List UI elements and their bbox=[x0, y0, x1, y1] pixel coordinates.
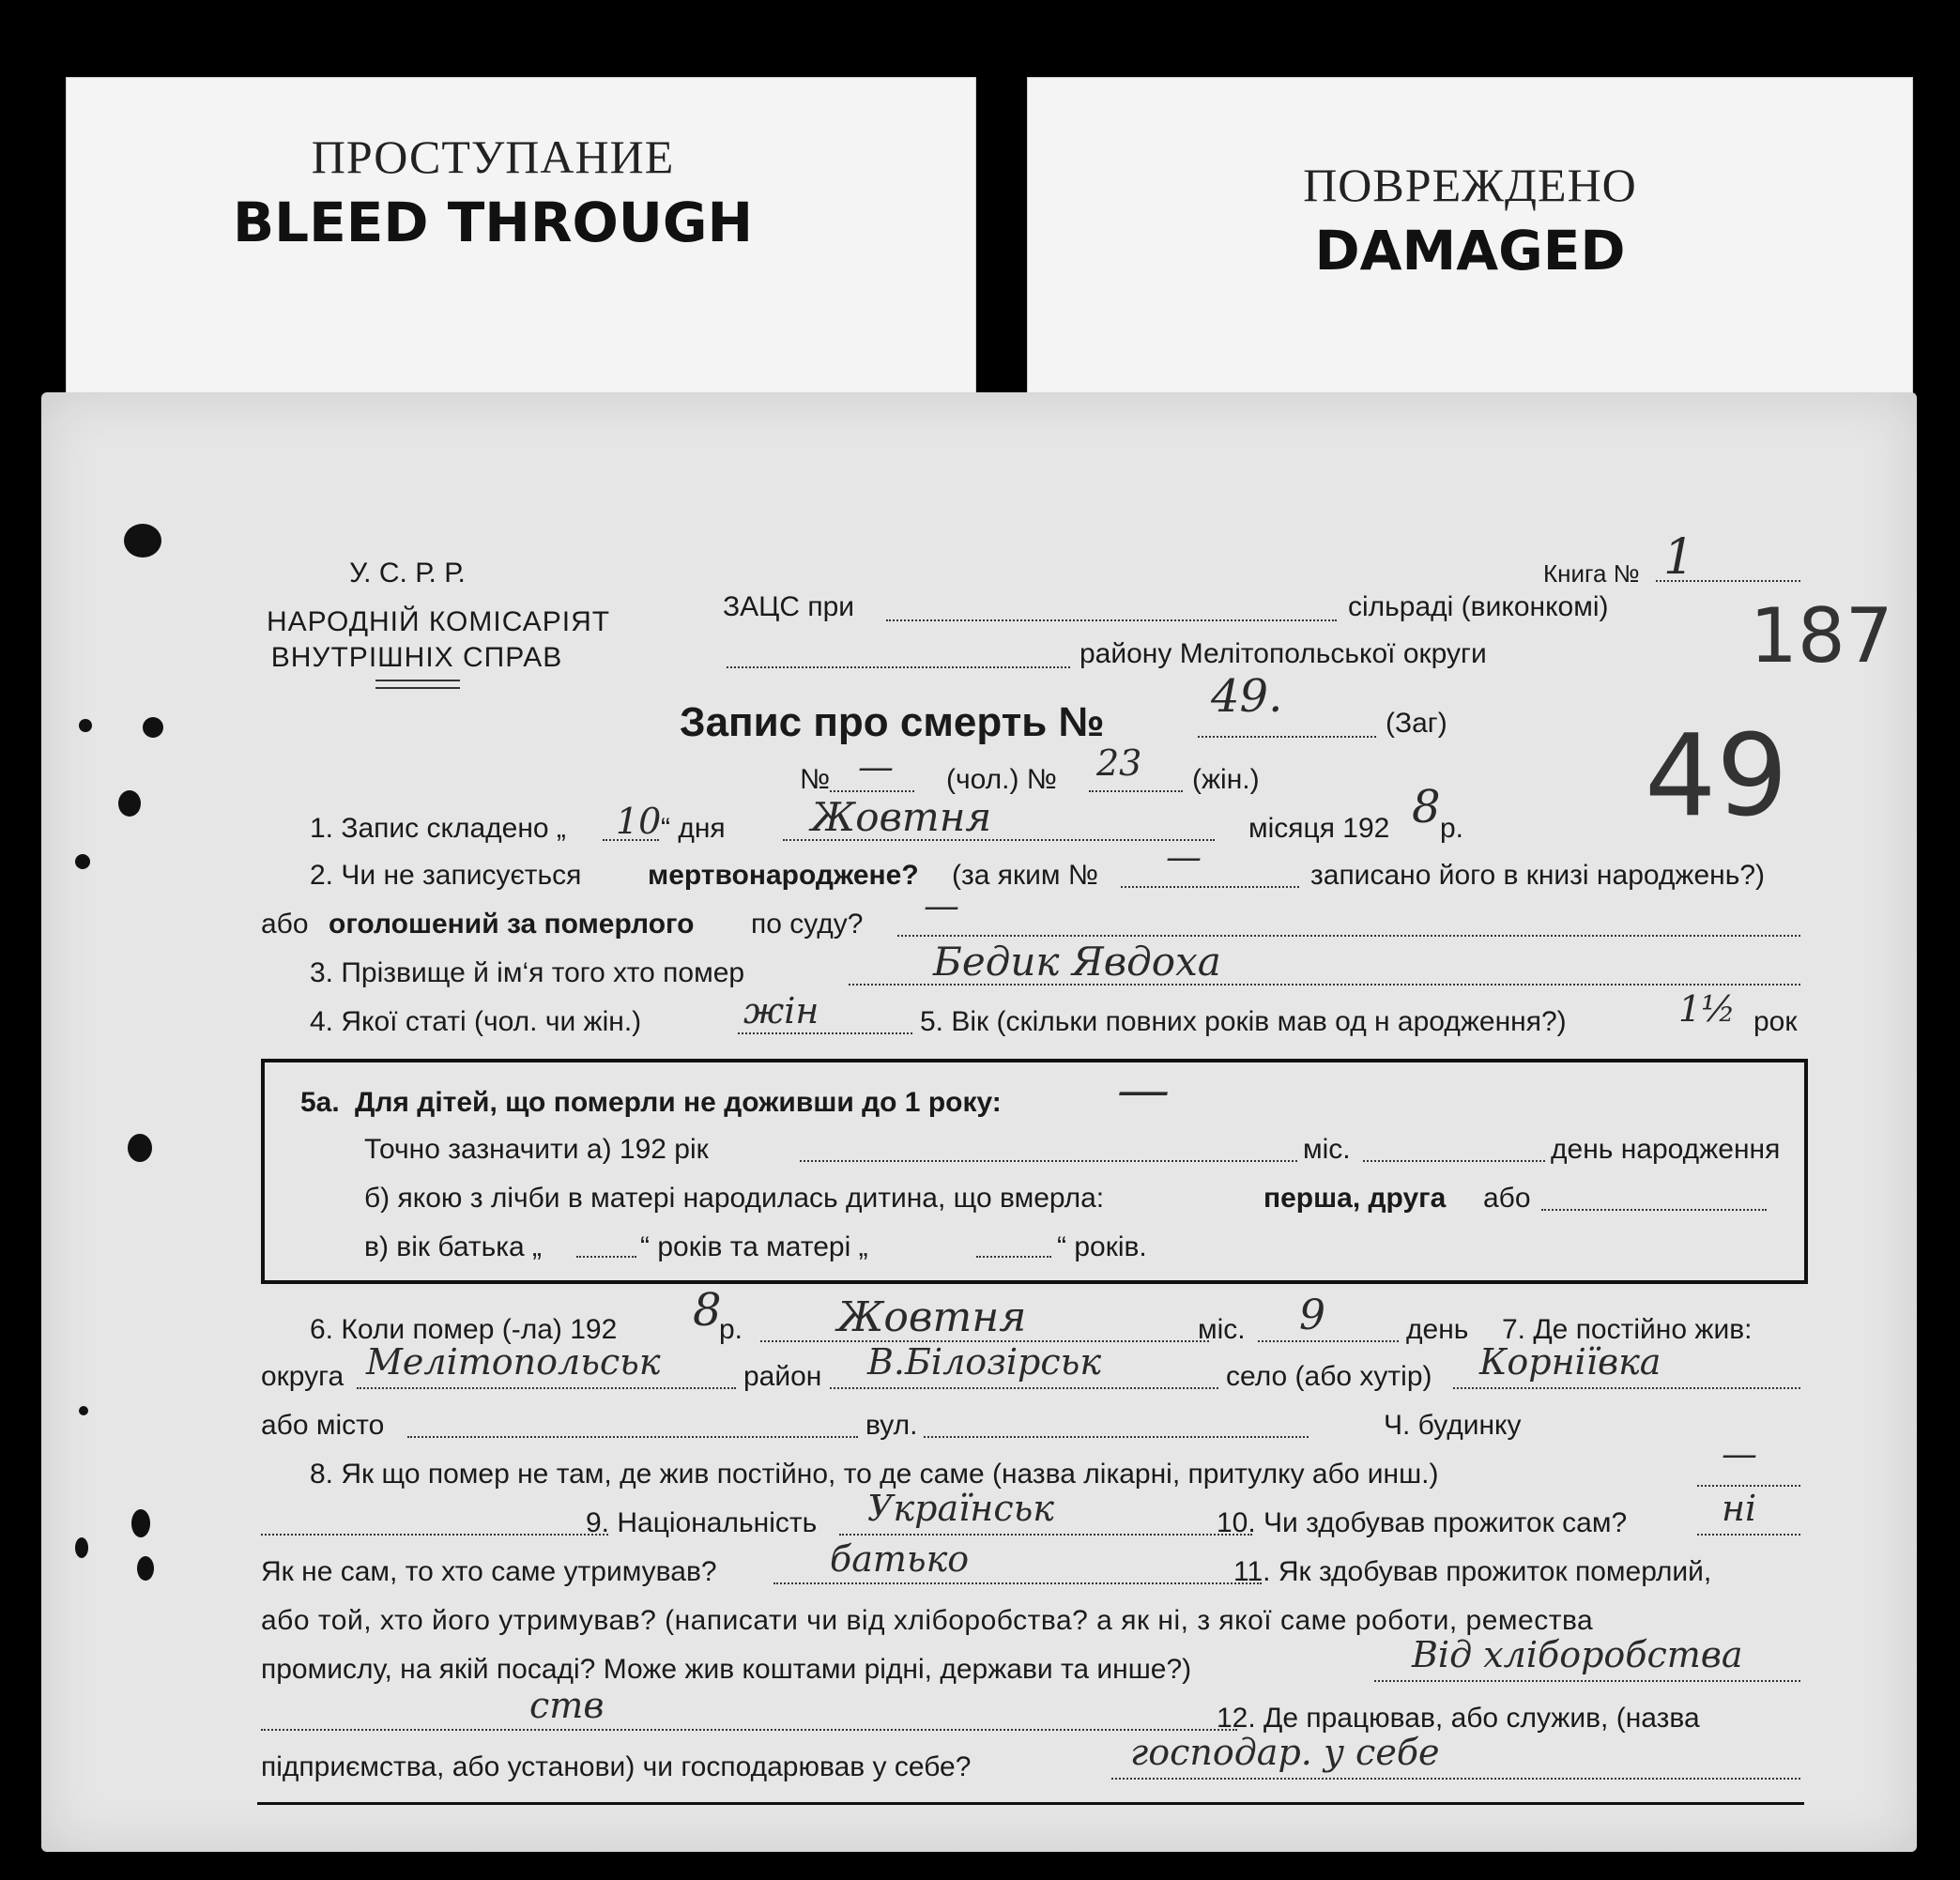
punch-hole bbox=[75, 1537, 88, 1558]
header-divider bbox=[375, 680, 460, 689]
box5a-title: Для дітей, що померли не доживши до 1 року: bbox=[355, 1087, 1002, 1118]
f11-value: Від хліборобства bbox=[1412, 1634, 1743, 1675]
box5a-line-b-bold: перша, друга bbox=[1263, 1183, 1447, 1214]
margin-note-49: 49 bbox=[1645, 711, 1788, 842]
selo-field bbox=[1453, 1387, 1800, 1389]
utrym-value: батько bbox=[830, 1538, 970, 1580]
zhin-number-field bbox=[1089, 790, 1183, 792]
misto-label: або місто bbox=[261, 1410, 385, 1441]
commissariat-line-2: ВНУТРІШНІХ СПРАВ bbox=[270, 642, 563, 673]
f4-sex-field bbox=[738, 1032, 912, 1034]
f2-court-field bbox=[897, 935, 1800, 937]
f2-number-field bbox=[1121, 886, 1299, 888]
form-title: Запис про смерть № bbox=[680, 699, 1105, 745]
box5a-dash-value: — bbox=[1117, 1060, 1170, 1121]
f1-day-value: 10 bbox=[616, 801, 662, 842]
chol-number-value: — bbox=[858, 746, 894, 787]
punch-hole bbox=[143, 717, 163, 738]
record-number-field bbox=[1198, 736, 1376, 738]
f9-field bbox=[839, 1534, 1252, 1536]
ussr-label: У. С. Р. Р. bbox=[349, 558, 466, 588]
raion-label: району Мелітопольської округи bbox=[1080, 638, 1487, 669]
record-number-value: 49. bbox=[1211, 670, 1283, 723]
zags-label: ЗАЦС при bbox=[723, 591, 855, 622]
punch-hole bbox=[128, 1134, 152, 1162]
f2-label-bold: мертвонароджене? bbox=[648, 860, 919, 891]
f11-label: 11. Як здобував прожиток померлий, bbox=[1233, 1556, 1712, 1587]
f10-field bbox=[1697, 1534, 1800, 1536]
damaged-label-ru: ПОВРЕЖДЕНО bbox=[1303, 159, 1637, 211]
bleed-through-label-ru: ПРОСТУПАНИЕ bbox=[311, 130, 675, 183]
f1-label-a: 1. Запис складено „ bbox=[310, 813, 566, 844]
punch-hole bbox=[79, 1406, 88, 1415]
death-record-form bbox=[41, 392, 1917, 1852]
box5a-mother-age-field bbox=[976, 1256, 1051, 1258]
punch-hole bbox=[118, 790, 141, 817]
damaged-card bbox=[1027, 77, 1913, 436]
zhin-label: (жін.) bbox=[1192, 764, 1260, 795]
f1-year-value: 8 bbox=[1412, 781, 1441, 833]
f2-label-a: 2. Чи не записується bbox=[310, 860, 582, 891]
f8-field bbox=[1697, 1485, 1800, 1487]
bleed-through-card bbox=[66, 77, 976, 436]
box5a-day-field bbox=[1363, 1160, 1545, 1162]
box5a-month-field bbox=[800, 1160, 1297, 1162]
f11-continuation-field bbox=[261, 1729, 1237, 1731]
f2-line2-a: або bbox=[261, 909, 309, 940]
margin-note-187: 187 bbox=[1750, 592, 1893, 680]
f11-field bbox=[1374, 1680, 1800, 1682]
box5a-line-a: Точно зазначити а) 192 рік bbox=[364, 1134, 709, 1165]
box5a-father-age-field bbox=[576, 1256, 636, 1258]
f2-line2-bold: оголошений за померлого bbox=[329, 909, 695, 940]
punch-hole bbox=[137, 1556, 154, 1581]
f10-label: 10. Чи здобував прожиток сам? bbox=[1217, 1507, 1628, 1538]
chol-no-label: № bbox=[800, 764, 831, 795]
box5a-num: 5а. bbox=[300, 1087, 340, 1118]
box5a-line-c-b: “ років та матері „ bbox=[640, 1231, 868, 1262]
f9-label: 9. Національність bbox=[586, 1507, 818, 1538]
punch-hole bbox=[75, 854, 90, 869]
box5a-line-c-c: “ років. bbox=[1057, 1231, 1147, 1262]
silrada-label: сільраді (виконкомі) bbox=[1348, 591, 1609, 622]
f12-line2: підприємства, або установи) чи господарював у себе? bbox=[261, 1751, 972, 1782]
budynok-label: Ч. будинку bbox=[1384, 1410, 1522, 1441]
raion-field-label: район bbox=[743, 1361, 822, 1392]
f10-value: ні bbox=[1722, 1488, 1757, 1529]
f6-day-value: 9 bbox=[1299, 1292, 1325, 1339]
f9-value: Українськ bbox=[867, 1488, 1054, 1529]
okruha-value: Мелітопольськ bbox=[366, 1341, 661, 1383]
kniga-value: 1 bbox=[1663, 529, 1695, 586]
f1-label-c: місяця 192 bbox=[1248, 813, 1390, 844]
f8-continuation-field bbox=[261, 1534, 608, 1536]
f2-label-c: записано його в книзі народжень?) bbox=[1310, 860, 1766, 891]
f12-value: господар. у себе bbox=[1130, 1732, 1440, 1773]
f5-unit: рок bbox=[1753, 1006, 1798, 1037]
f2-court-value: — bbox=[924, 885, 959, 926]
f8-value: — bbox=[1722, 1433, 1757, 1475]
f8-label: 8. Як що помер не там, де жив постійно, то де саме (назва лікарні, притулку або инш.) bbox=[310, 1459, 1439, 1490]
box5a-line-a-end: день народження bbox=[1551, 1134, 1781, 1165]
f2-number-value: — bbox=[1166, 836, 1202, 878]
f1-month-value: Жовтня bbox=[811, 794, 992, 840]
f6-month-value: Жовтня bbox=[837, 1293, 1027, 1341]
f5-age-value: 1½ bbox=[1678, 988, 1737, 1030]
vul-field bbox=[924, 1436, 1309, 1438]
chol-label: (чол.) № bbox=[946, 764, 1057, 795]
f6-label-a: 6. Коли помер (-ла) 192 bbox=[310, 1314, 618, 1345]
utrym-label: Як не сам, то хто саме утримував? bbox=[261, 1556, 717, 1587]
box5a-line-b-end: або bbox=[1483, 1183, 1531, 1214]
f6-year-value: 8 bbox=[693, 1284, 722, 1337]
f5-label: 5. Вік (скільки повних років мав од н ародження?) bbox=[920, 1006, 1567, 1037]
f6-day-field bbox=[1258, 1340, 1399, 1342]
okruha-label: округа bbox=[261, 1361, 345, 1392]
f6-label-c: міс. bbox=[1198, 1314, 1246, 1345]
punch-hole bbox=[124, 524, 161, 558]
box5a-line-a-mid: міс. bbox=[1303, 1134, 1351, 1165]
selo-value: Корніївка bbox=[1479, 1341, 1661, 1383]
f11-continuation-value: ств bbox=[529, 1685, 605, 1726]
box5a-order-field bbox=[1541, 1209, 1767, 1211]
f3-name-value: Бедик Явдоха bbox=[933, 939, 1221, 985]
raion-value-field bbox=[830, 1387, 1218, 1389]
f7-label: 7. Де постійно жив: bbox=[1502, 1314, 1753, 1345]
misto-field bbox=[407, 1436, 858, 1438]
f12-field bbox=[1111, 1778, 1800, 1780]
f11-line3: промислу, на якій посаді? Може жив коштами рідні, держави та инше?) bbox=[261, 1654, 1192, 1685]
f2-line2-b: по суду? bbox=[751, 909, 864, 940]
selo-label: село (або хутір) bbox=[1226, 1361, 1432, 1392]
f6-label-b: р. bbox=[719, 1314, 743, 1345]
box5a-line-b: б) якою з лічби в матері народилась дитина, що вмерла: bbox=[364, 1183, 1105, 1214]
bottom-rule bbox=[257, 1802, 1804, 1805]
f1-label-b: “ дня bbox=[661, 813, 726, 844]
f12-label: 12. Де працював, або служив, (назва bbox=[1217, 1703, 1700, 1734]
raion-field bbox=[727, 666, 1070, 668]
f3-label: 3. Прізвище й ім‘я того хто помер bbox=[310, 957, 745, 988]
zag-label: (Заг) bbox=[1386, 708, 1447, 739]
f11-line2: або той, хто його утримував? (написати чи від хліборобства? а як ні, з якої саме роботи, ремества bbox=[261, 1605, 1594, 1636]
box5a-line-c-a: в) вік батька „ bbox=[364, 1231, 543, 1262]
chol-number-field bbox=[830, 790, 914, 792]
f6-label-d: день bbox=[1406, 1314, 1469, 1345]
f4-label: 4. Якої статі (чол. чи жін.) bbox=[310, 1006, 642, 1037]
punch-hole bbox=[131, 1509, 150, 1537]
vul-label: вул. bbox=[865, 1410, 918, 1441]
zhin-number-value: 23 bbox=[1096, 742, 1142, 784]
bleed-through-label-en: BLEED THROUGH bbox=[232, 191, 754, 254]
zags-field bbox=[886, 619, 1337, 621]
kniga-label: Книга № bbox=[1543, 559, 1640, 588]
f4-sex-value: жін bbox=[743, 990, 819, 1032]
utrym-field bbox=[773, 1582, 1262, 1584]
raion-value: В.Білозірськ bbox=[867, 1341, 1102, 1383]
commissariat-line-1: НАРОДНІЙ КОМІСАРІЯТ bbox=[267, 606, 611, 637]
f1-label-d: р. bbox=[1440, 813, 1464, 844]
damaged-label-en: DAMAGED bbox=[1314, 219, 1626, 283]
f2-label-b: (за яким № bbox=[952, 860, 1099, 891]
punch-hole bbox=[79, 719, 92, 732]
okruha-field bbox=[357, 1387, 736, 1389]
